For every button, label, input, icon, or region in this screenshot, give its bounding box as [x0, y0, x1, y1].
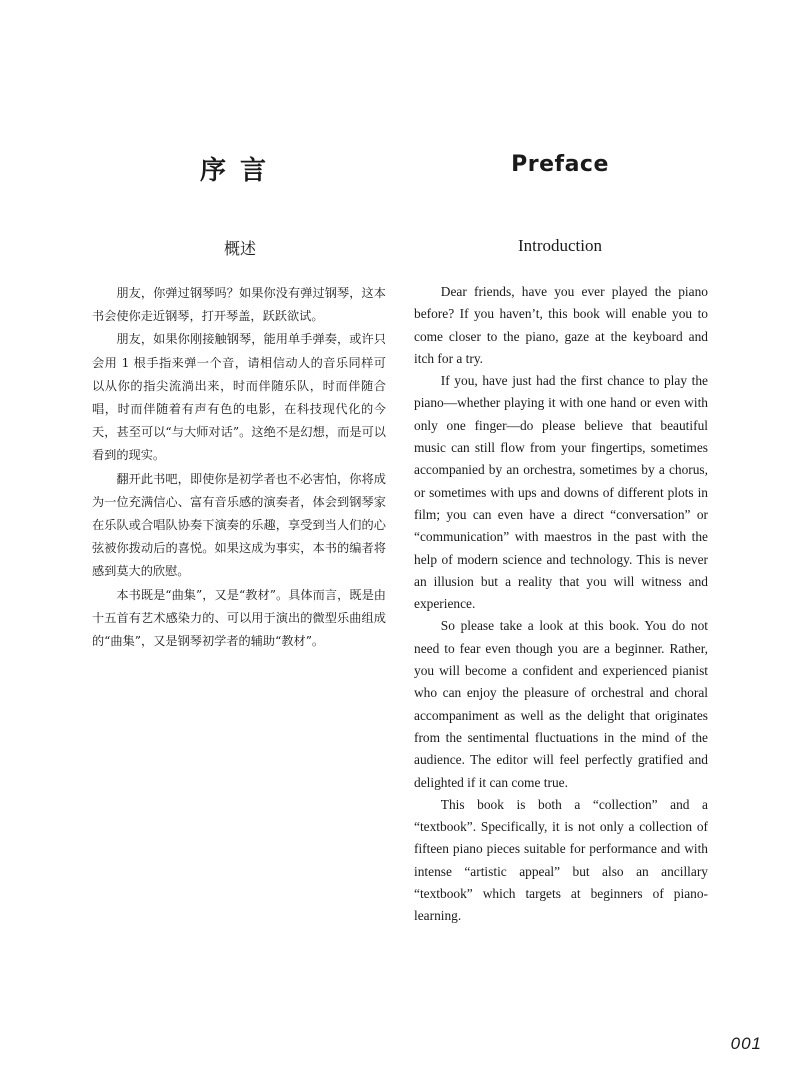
- page-number: 001: [730, 1034, 762, 1053]
- paragraph-cn-1: 朋友，你弹过钢琴吗？如果你没有弹过钢琴，这本书会使你走近钢琴，打开琴盖，跃跃欲试。: [92, 286, 386, 324]
- paragraph-en-1: Dear friends, have you ever played the piano before? If you haven’t, this book will enable you to come closer to the piano, gaze at the keyboard and itch for a try.: [414, 284, 708, 366]
- paragraph-en-4: This book is both a “collection” and a “textbook”. Specifically, it is not only a collection of fifteen piano pieces suitable for performance and with intense “artistic appeal” but also an ancillary “textbook” which targets at beginners of piano-learning.: [414, 796, 708, 924]
- english-text-column: [414, 281, 708, 928]
- subtitle-english: Introduction: [517, 236, 603, 255]
- title-english: Preface: [511, 152, 609, 177]
- paragraph-cn-4: 本书既是“曲集”，又是“教材”。具体而言，既是由十五首有艺术感染力的、可以用于演出的微型乐曲组成的“曲集”，又是钢琴初学者的辅助“教材”。: [92, 587, 386, 649]
- chinese-text-column: [92, 282, 386, 653]
- subtitle-chinese: 概述: [223, 239, 256, 258]
- title-chinese: 序言: [199, 156, 280, 186]
- paragraph-cn-3: 翻开此书吧，即使你是初学者也不必害怕，你将成为一位充满信心、富有音乐感的演奏者，体会到钢琴家在乐队或合唱队协奏下演奏的乐趣，享受到当人们的心弦被你拨动后的喜悦。如果这成为事实，本书的编者将感到莫大的欣慰。: [92, 471, 386, 579]
- paragraph-cn-2: 朋友，如果你刚接触钢琴，能用单手弹奏，或许只会用 1 根手指来弹一个音，请相信动人的音乐同样可以从你的指尖流淌出来，时而伴随乐队，时而伴随合唱，时而伴随着有声有色的电影，在科技现代化的今天，甚至可以“与大师对话”。这绝不是幻想，而是可以看到的现实。: [92, 332, 386, 463]
- paragraph-en-2: If you, have just had the first chance to play the piano—whether playing it with one hand or even with only one finger—do please believe that beautiful music can still flow from your fingertips, sometimes accompanied by an orchestra, sometimes by a chorus, or sometimes with ups and downs of different plots in film; you can even have a direct “conversation” or “communication” with maestros in the past with the help of modern science and technology. This is never an illusion but a reality that you will witness and experience.: [414, 373, 708, 612]
- paragraph-en-3: So please take a look at this book. You do not need to fear even though you are a beginner. Rather, you will become a confident and experienced pianist who can enjoy the pleasure of orchestral and choral accompaniment as well as the delight that originates from the sentimental fluctuations in the mind of the audience. The editor will feel perfectly gratified and delighted if it can come true.: [414, 618, 708, 790]
